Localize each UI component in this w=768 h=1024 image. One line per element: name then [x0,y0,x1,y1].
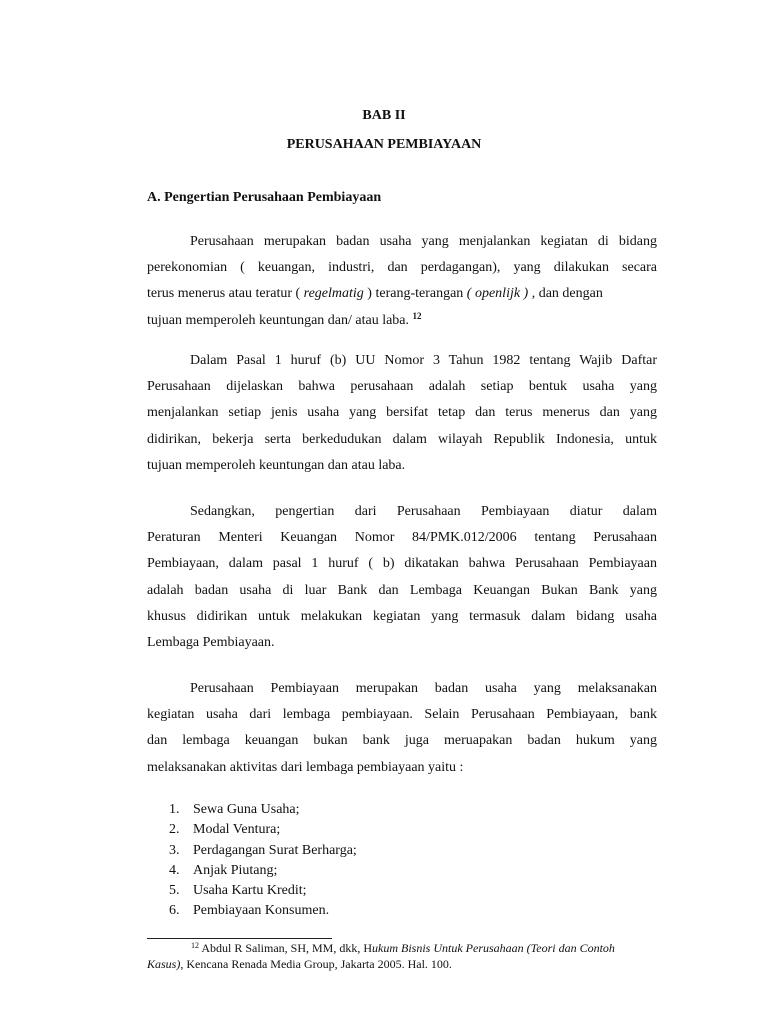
paragraph-line: Perusahaan merupakan badan usaha yang menjalankan kegiatan di bidang [190,234,657,249]
paragraph-line: Perusahaan Pembiayaan merupakan badan usaha yang melaksanakan [190,681,657,696]
italic-term: ( openlijk ) [466,286,529,302]
text-segment: tujuan memperoleh keuntungan dan/ atau laba. [147,312,410,328]
financing-activities-list [169,800,357,922]
footnote-divider [147,938,332,939]
footnote-line [147,941,652,957]
paragraph-3 [147,499,657,656]
footnote-number: 12 [191,941,199,950]
paragraph-line: Lembaga Pembiayaan. [147,634,275,650]
paragraph-line: Perusahaan dijelaskan bahwa perusahaan adalah setiap bentuk usaha yang [147,379,657,395]
text-segment: terus menerus atau teratur ( [147,286,304,302]
footnote-publisher: , Kencana Renada Media Group, Jakarta 2005. Hal. 100. [180,956,452,971]
list-number: 3. [169,842,180,858]
list-item-text: Usaha Kartu Kredit; [193,883,307,899]
paragraph-line: perekonomian ( keuangan, industri, dan perdagangan), yang dilakukan secara [147,260,657,276]
paragraph-line [147,308,657,334]
list-item [169,841,357,861]
paragraph-4 [147,676,657,781]
text-segment: ) terang-terangan [363,286,467,302]
list-number: 1. [169,802,180,817]
list-item-text: Perdagangan Surat Berharga; [193,842,357,858]
chapter-title: PERUSAHAAN PEMBIAYAAN [286,137,482,152]
footnote-reference[interactable]: 12 [412,310,422,321]
section-heading: A. Pengertian Perusahaan Pembiayaan [147,190,382,205]
list-number: 2. [169,822,180,838]
paragraph-line: Dalam Pasal 1 huruf (b) UU Nomor 3 Tahun 1982 tentang Wajib Daftar [190,353,657,368]
list-number: 5. [169,883,180,899]
paragraph-line: Peraturan Menteri Keuangan Nomor 84/PMK.012/2006 tentang Perusahaan [147,530,657,546]
paragraph-line: tujuan memperoleh keuntungan dan atau laba. [147,457,406,473]
list-item [169,820,357,840]
list-number: 4. [169,862,180,878]
paragraph-line: Pembiayaan, dalam pasal 1 huruf ( b) dikatakan bahwa Perusahaan Pembiayaan [147,556,657,572]
footnote-author: Abdul R Saliman, SH, MM, dkk, H [199,941,373,955]
list-item [169,800,357,820]
paragraph-line: dan lembaga keuangan bukan bank juga meruapakan badan hukum yang [147,733,657,749]
paragraph-line: melaksanakan aktivitas dari lembaga pembiayaan yaitu : [147,759,464,775]
footnote-book-title: Kasus) [147,956,181,971]
paragraph-1 [147,229,657,334]
paragraph-line: kegiatan usaha dari lembaga pembiayaan. Selain Perusahaan Pembiayaan, bank [147,707,657,723]
list-item-text: Anjak Piutang; [193,862,278,878]
paragraph-line: khusus didirikan untuk melakukan kegiatan yang termasuk dalam bidang usaha [147,608,657,624]
paragraph-2 [147,348,657,479]
list-item-text: Modal Ventura; [193,822,281,838]
footnote-book-title: ukum Bisnis Untuk Perusahaan (Teori dan Contoh [372,941,615,955]
list-item-text: Sewa Guna Usaha; [193,802,300,817]
list-item-text: Pembiayaan Konsumen. [193,903,330,919]
paragraph-line: Sedangkan, pengertian dari Perusahaan Pembiayaan diatur dalam [190,504,657,519]
text-segment: , dan dengan [528,286,603,302]
list-item [169,861,357,881]
paragraph-line: adalah badan usaha di luar Bank dan Lembaga Keuangan Bukan Bank yang [147,582,657,598]
footnote [147,941,652,972]
list-item [169,901,357,921]
paragraph-line: didirikan, bekerja serta berkedudukan dalam wilayah Republik Indonesia, untuk [147,431,657,447]
paragraph-line: menjalankan setiap jenis usaha yang bersifat tetap dan terus menerus dan yang [147,405,657,421]
list-number: 6. [169,903,180,919]
paragraph-line [147,281,657,307]
list-item [169,881,357,901]
italic-term: regelmatig [303,286,364,302]
chapter-number: BAB II [362,108,406,123]
footnote-line [147,957,652,973]
